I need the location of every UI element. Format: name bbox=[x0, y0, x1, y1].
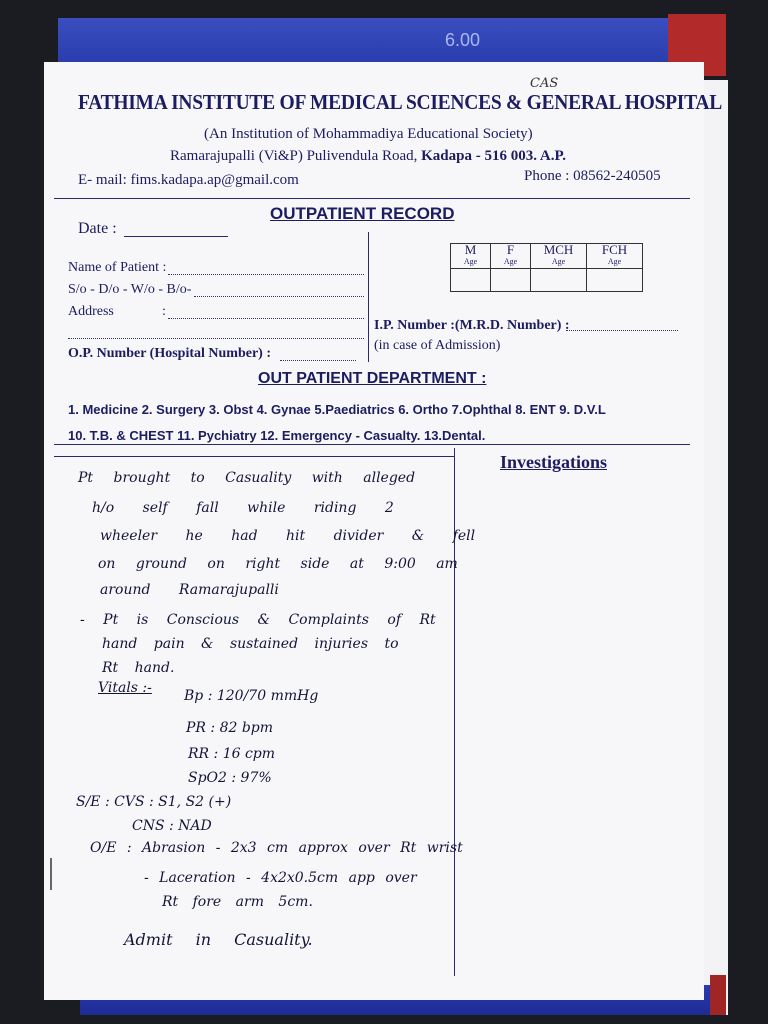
age-value-mch[interactable] bbox=[531, 269, 587, 292]
clinical-note-line: Vitals :- bbox=[98, 680, 152, 696]
address-field-line-1 bbox=[168, 318, 364, 319]
institution-name: FATHIMA INSTITUTE OF MEDICAL SCIENCES & GENERAL HOSPITAL bbox=[78, 90, 723, 114]
margin-mark bbox=[50, 858, 52, 890]
age-col-mch: MCH Age bbox=[531, 244, 587, 269]
notes-top-rule bbox=[54, 456, 454, 457]
clinical-note-line: - Laceration - 4x2x0.5cm app over bbox=[144, 870, 417, 886]
date-field-line bbox=[124, 236, 228, 237]
age-col-m: M Age bbox=[451, 244, 491, 269]
department-divider bbox=[54, 444, 690, 445]
ip-number-field bbox=[566, 330, 678, 331]
clinical-note-line: S/E : CVS : S1, S2 (+) bbox=[76, 794, 232, 810]
bottom-red-tab bbox=[710, 975, 726, 1015]
ip-number-label: I.P. Number :(M.R.D. Number) : bbox=[374, 318, 570, 333]
address-label: Address bbox=[68, 304, 114, 319]
address-field-line-2 bbox=[68, 338, 364, 339]
age-table-value-row bbox=[451, 269, 643, 292]
clinical-note-line: CNS : NAD bbox=[132, 818, 212, 834]
institution-email: E- mail: fims.kadapa.ap@gmail.com bbox=[78, 172, 299, 188]
clinical-note-line: Admit in Casuality. bbox=[124, 930, 313, 949]
date-label: Date : bbox=[78, 220, 117, 237]
clinical-note-line: - Pt is Conscious & Complaints of Rt bbox=[80, 612, 436, 628]
department-heading: OUT PATIENT DEPARTMENT : bbox=[258, 370, 487, 387]
institution-address bbox=[170, 148, 566, 165]
age-col-fch: FCH Age bbox=[587, 244, 643, 269]
department-list-line-1: 1. Medicine 2. Surgery 3. Obst 4. Gynae 5.Paediatrics 6. Ortho 7.Ophthal 8. ENT 9. D.V.L bbox=[68, 402, 606, 417]
clinical-note-line: hand pain & sustained injuries to bbox=[102, 636, 399, 652]
patient-name-label: Name of Patient : bbox=[68, 260, 167, 275]
age-col-f: F Age bbox=[491, 244, 531, 269]
clinical-note-line: on ground on right side at 9:00 am bbox=[98, 556, 458, 572]
age-value-fch[interactable] bbox=[587, 269, 643, 292]
department-list-line-2: 10. T.B. & CHEST 11. Pychiatry 12. Emergency - Casualty. 13.Dental. bbox=[68, 428, 486, 443]
age-table-header-row bbox=[451, 244, 643, 269]
handwritten-annotation: CAS bbox=[530, 76, 559, 91]
address-colon: : bbox=[162, 304, 166, 319]
investigations-heading: Investigations bbox=[500, 452, 608, 472]
underlying-paper bbox=[700, 80, 728, 1015]
institution-subtitle: (An Institution of Mohammadiya Educational Society) bbox=[204, 126, 533, 142]
clinical-note-line: Rt hand. bbox=[102, 660, 175, 676]
top-band-text: 6.00 bbox=[445, 30, 481, 50]
op-number-field bbox=[280, 360, 356, 361]
clinical-note-line: around Ramarajupalli bbox=[100, 582, 279, 598]
form-vertical-divider bbox=[368, 232, 369, 362]
clinical-note-line: SpO2 : 97% bbox=[188, 770, 272, 786]
clinical-note-line: wheeler he had hit divider & fell bbox=[100, 528, 476, 544]
address-city: Kadapa - 516 003. A.P. bbox=[421, 148, 567, 164]
clinical-note-line: PR : 82 bpm bbox=[186, 720, 274, 736]
clinical-note-line: Rt fore arm 5cm. bbox=[162, 894, 313, 910]
age-value-f[interactable] bbox=[491, 269, 531, 292]
outpatient-record-sheet bbox=[44, 62, 723, 1000]
patient-name-field bbox=[168, 274, 364, 275]
age-value-m[interactable] bbox=[451, 269, 491, 292]
clinical-note-line: Bp : 120/70 mmHg bbox=[184, 688, 319, 704]
clinical-note-line: Pt brought to Casuality with alleged bbox=[78, 470, 416, 486]
record-title: OUTPATIENT RECORD bbox=[270, 204, 455, 223]
header-divider bbox=[54, 198, 690, 199]
clinical-note-line: h/o self fall while riding 2 bbox=[92, 500, 394, 516]
relation-label: S/o - D/o - W/o - B/o- bbox=[68, 282, 192, 297]
op-number-label: O.P. Number (Hospital Number) : bbox=[68, 346, 271, 361]
institution-phone: Phone : 08562-240505 bbox=[524, 168, 661, 184]
clinical-note-line: O/E : Abrasion - 2x3 cm approx over Rt wrist bbox=[90, 840, 463, 856]
clinical-note-line: RR : 16 cpm bbox=[188, 746, 276, 762]
address-prefix: Ramarajupalli (Vi&P) Pulivendula Road, bbox=[170, 148, 418, 164]
relation-field bbox=[194, 296, 364, 297]
ip-number-note: (in case of Admission) bbox=[374, 338, 501, 353]
age-table bbox=[450, 243, 643, 292]
